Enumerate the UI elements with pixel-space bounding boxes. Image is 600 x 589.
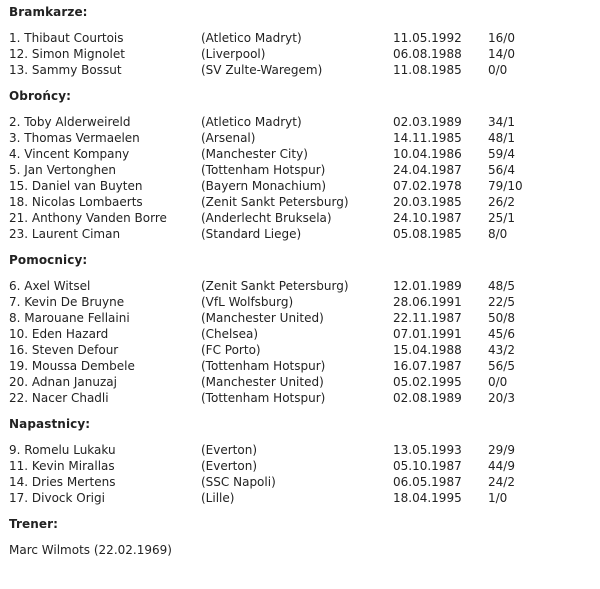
- player-birthdate: 06.08.1988: [393, 47, 462, 61]
- player-row: [9, 326, 594, 342]
- player-birthdate: 06.05.1987: [393, 475, 462, 489]
- player-name: 3. Thomas Vermaelen: [9, 131, 140, 145]
- player-club: (Arsenal): [201, 131, 256, 145]
- player-row: [9, 210, 594, 226]
- player-row: [9, 226, 594, 242]
- player-name: 19. Moussa Dembele: [9, 359, 135, 373]
- player-caps-goals: 56/5: [488, 359, 515, 373]
- player-name: 2. Toby Alderweireld: [9, 115, 131, 129]
- player-name: 17. Divock Origi: [9, 491, 105, 505]
- player-birthdate: 14.11.1985: [393, 131, 462, 145]
- player-caps-goals: 20/3: [488, 391, 515, 405]
- player-row: [9, 490, 594, 506]
- player-club: (Tottenham Hotspur): [201, 359, 326, 373]
- player-row: [9, 278, 594, 294]
- player-row: [9, 342, 594, 358]
- player-name: 11. Kevin Mirallas: [9, 459, 115, 473]
- player-row: [9, 46, 594, 62]
- player-birthdate: 07.02.1978: [393, 179, 462, 193]
- player-caps-goals: 56/4: [488, 163, 515, 177]
- player-club: (VfL Wolfsburg): [201, 295, 294, 309]
- player-row: [9, 114, 594, 130]
- player-club: (Manchester City): [201, 147, 308, 161]
- player-caps-goals: 34/1: [488, 115, 515, 129]
- player-club: (Manchester United): [201, 375, 324, 389]
- player-birthdate: 05.10.1987: [393, 459, 462, 473]
- player-birthdate: 11.05.1992: [393, 31, 462, 45]
- player-row: [9, 310, 594, 326]
- player-name: 7. Kevin De Bruyne: [9, 295, 125, 309]
- player-name: 1. Thibaut Courtois: [9, 31, 124, 45]
- player-row: [9, 294, 594, 310]
- player-club: (Liverpool): [201, 47, 266, 61]
- player-name: 22. Nacer Chadli: [9, 391, 109, 405]
- player-name: 5. Jan Vertonghen: [9, 163, 117, 177]
- player-name: 10. Eden Hazard: [9, 327, 109, 341]
- player-caps-goals: 50/8: [488, 311, 515, 325]
- player-birthdate: 13.05.1993: [393, 443, 462, 457]
- player-name: 12. Simon Mignolet: [9, 47, 125, 61]
- coach-name: Marc Wilmots (22.02.1969): [9, 543, 172, 557]
- player-club: (Manchester United): [201, 311, 324, 325]
- player-row: [9, 390, 594, 406]
- player-birthdate: 20.03.1985: [393, 195, 462, 209]
- player-row: [9, 178, 594, 194]
- player-row: [9, 30, 594, 46]
- player-birthdate: 10.04.1986: [393, 147, 462, 161]
- player-row: [9, 62, 594, 78]
- player-club: (Zenit Sankt Petersburg): [201, 279, 349, 293]
- player-caps-goals: 48/5: [488, 279, 515, 293]
- player-birthdate: 12.01.1989: [393, 279, 462, 293]
- player-name: 4. Vincent Kompany: [9, 147, 130, 161]
- player-birthdate: 24.04.1987: [393, 163, 462, 177]
- player-caps-goals: 26/2: [488, 195, 515, 209]
- section-title-coach: Trener:: [9, 517, 59, 531]
- player-club: (Lille): [201, 491, 235, 505]
- player-caps-goals: 29/9: [488, 443, 515, 457]
- player-caps-goals: 1/0: [488, 491, 508, 505]
- player-caps-goals: 14/0: [488, 47, 515, 61]
- player-birthdate: 02.08.1989: [393, 391, 462, 405]
- player-row: [9, 130, 594, 146]
- player-caps-goals: 0/0: [488, 63, 508, 77]
- player-name: 15. Daniel van Buyten: [9, 179, 143, 193]
- player-birthdate: 24.10.1987: [393, 211, 462, 225]
- section-title-goalkeepers: Bramkarze:: [9, 5, 88, 19]
- player-row: [9, 442, 594, 458]
- player-caps-goals: 8/0: [488, 227, 508, 241]
- player-caps-goals: 48/1: [488, 131, 515, 145]
- player-caps-goals: 24/2: [488, 475, 515, 489]
- player-club: (Tottenham Hotspur): [201, 391, 326, 405]
- player-birthdate: 18.04.1995: [393, 491, 462, 505]
- player-row: [9, 146, 594, 162]
- player-name: 13. Sammy Bossut: [9, 63, 122, 77]
- player-club: (Bayern Monachium): [201, 179, 327, 193]
- player-birthdate: 05.02.1995: [393, 375, 462, 389]
- player-row: [9, 374, 594, 390]
- player-row: [9, 162, 594, 178]
- player-name: 20. Adnan Januzaj: [9, 375, 117, 389]
- player-row: [9, 458, 594, 474]
- player-club: (Zenit Sankt Petersburg): [201, 195, 349, 209]
- player-birthdate: 11.08.1985: [393, 63, 462, 77]
- player-birthdate: 15.04.1988: [393, 343, 462, 357]
- player-name: 16. Steven Defour: [9, 343, 119, 357]
- section-title-defenders: Obrońcy:: [9, 89, 72, 103]
- player-caps-goals: 43/2: [488, 343, 515, 357]
- player-name: 9. Romelu Lukaku: [9, 443, 116, 457]
- player-club: (Everton): [201, 459, 258, 473]
- player-club: (Chelsea): [201, 327, 259, 341]
- section-title-midfielders: Pomocnicy:: [9, 253, 88, 267]
- player-birthdate: 05.08.1985: [393, 227, 462, 241]
- player-caps-goals: 25/1: [488, 211, 515, 225]
- player-club: (Tottenham Hotspur): [201, 163, 326, 177]
- player-birthdate: 16.07.1987: [393, 359, 462, 373]
- player-name: 21. Anthony Vanden Borre: [9, 211, 167, 225]
- player-club: (FC Porto): [201, 343, 261, 357]
- player-club: (Atletico Madryt): [201, 115, 302, 129]
- player-name: 18. Nicolas Lombaerts: [9, 195, 143, 209]
- player-caps-goals: 16/0: [488, 31, 515, 45]
- player-name: 14. Dries Mertens: [9, 475, 116, 489]
- player-caps-goals: 22/5: [488, 295, 515, 309]
- player-club: (Anderlecht Bruksela): [201, 211, 332, 225]
- player-row: [9, 358, 594, 374]
- player-caps-goals: 45/6: [488, 327, 515, 341]
- player-birthdate: 07.01.1991: [393, 327, 462, 341]
- player-row: [9, 474, 594, 490]
- player-name: 6. Axel Witsel: [9, 279, 91, 293]
- player-birthdate: 02.03.1989: [393, 115, 462, 129]
- player-club: (Standard Liege): [201, 227, 302, 241]
- player-caps-goals: 0/0: [488, 375, 508, 389]
- player-club: (Atletico Madryt): [201, 31, 302, 45]
- player-caps-goals: 59/4: [488, 147, 515, 161]
- player-caps-goals: 79/10: [488, 179, 523, 193]
- player-row: [9, 194, 594, 210]
- player-caps-goals: 44/9: [488, 459, 515, 473]
- player-club: (Everton): [201, 443, 258, 457]
- player-club: (SSC Napoli): [201, 475, 276, 489]
- squad-list: [9, 0, 594, 558]
- player-birthdate: 28.06.1991: [393, 295, 462, 309]
- player-birthdate: 22.11.1987: [393, 311, 462, 325]
- player-name: 8. Marouane Fellaini: [9, 311, 130, 325]
- player-club: (SV Zulte-Waregem): [201, 63, 323, 77]
- player-name: 23. Laurent Ciman: [9, 227, 121, 241]
- section-title-forwards: Napastnicy:: [9, 417, 91, 431]
